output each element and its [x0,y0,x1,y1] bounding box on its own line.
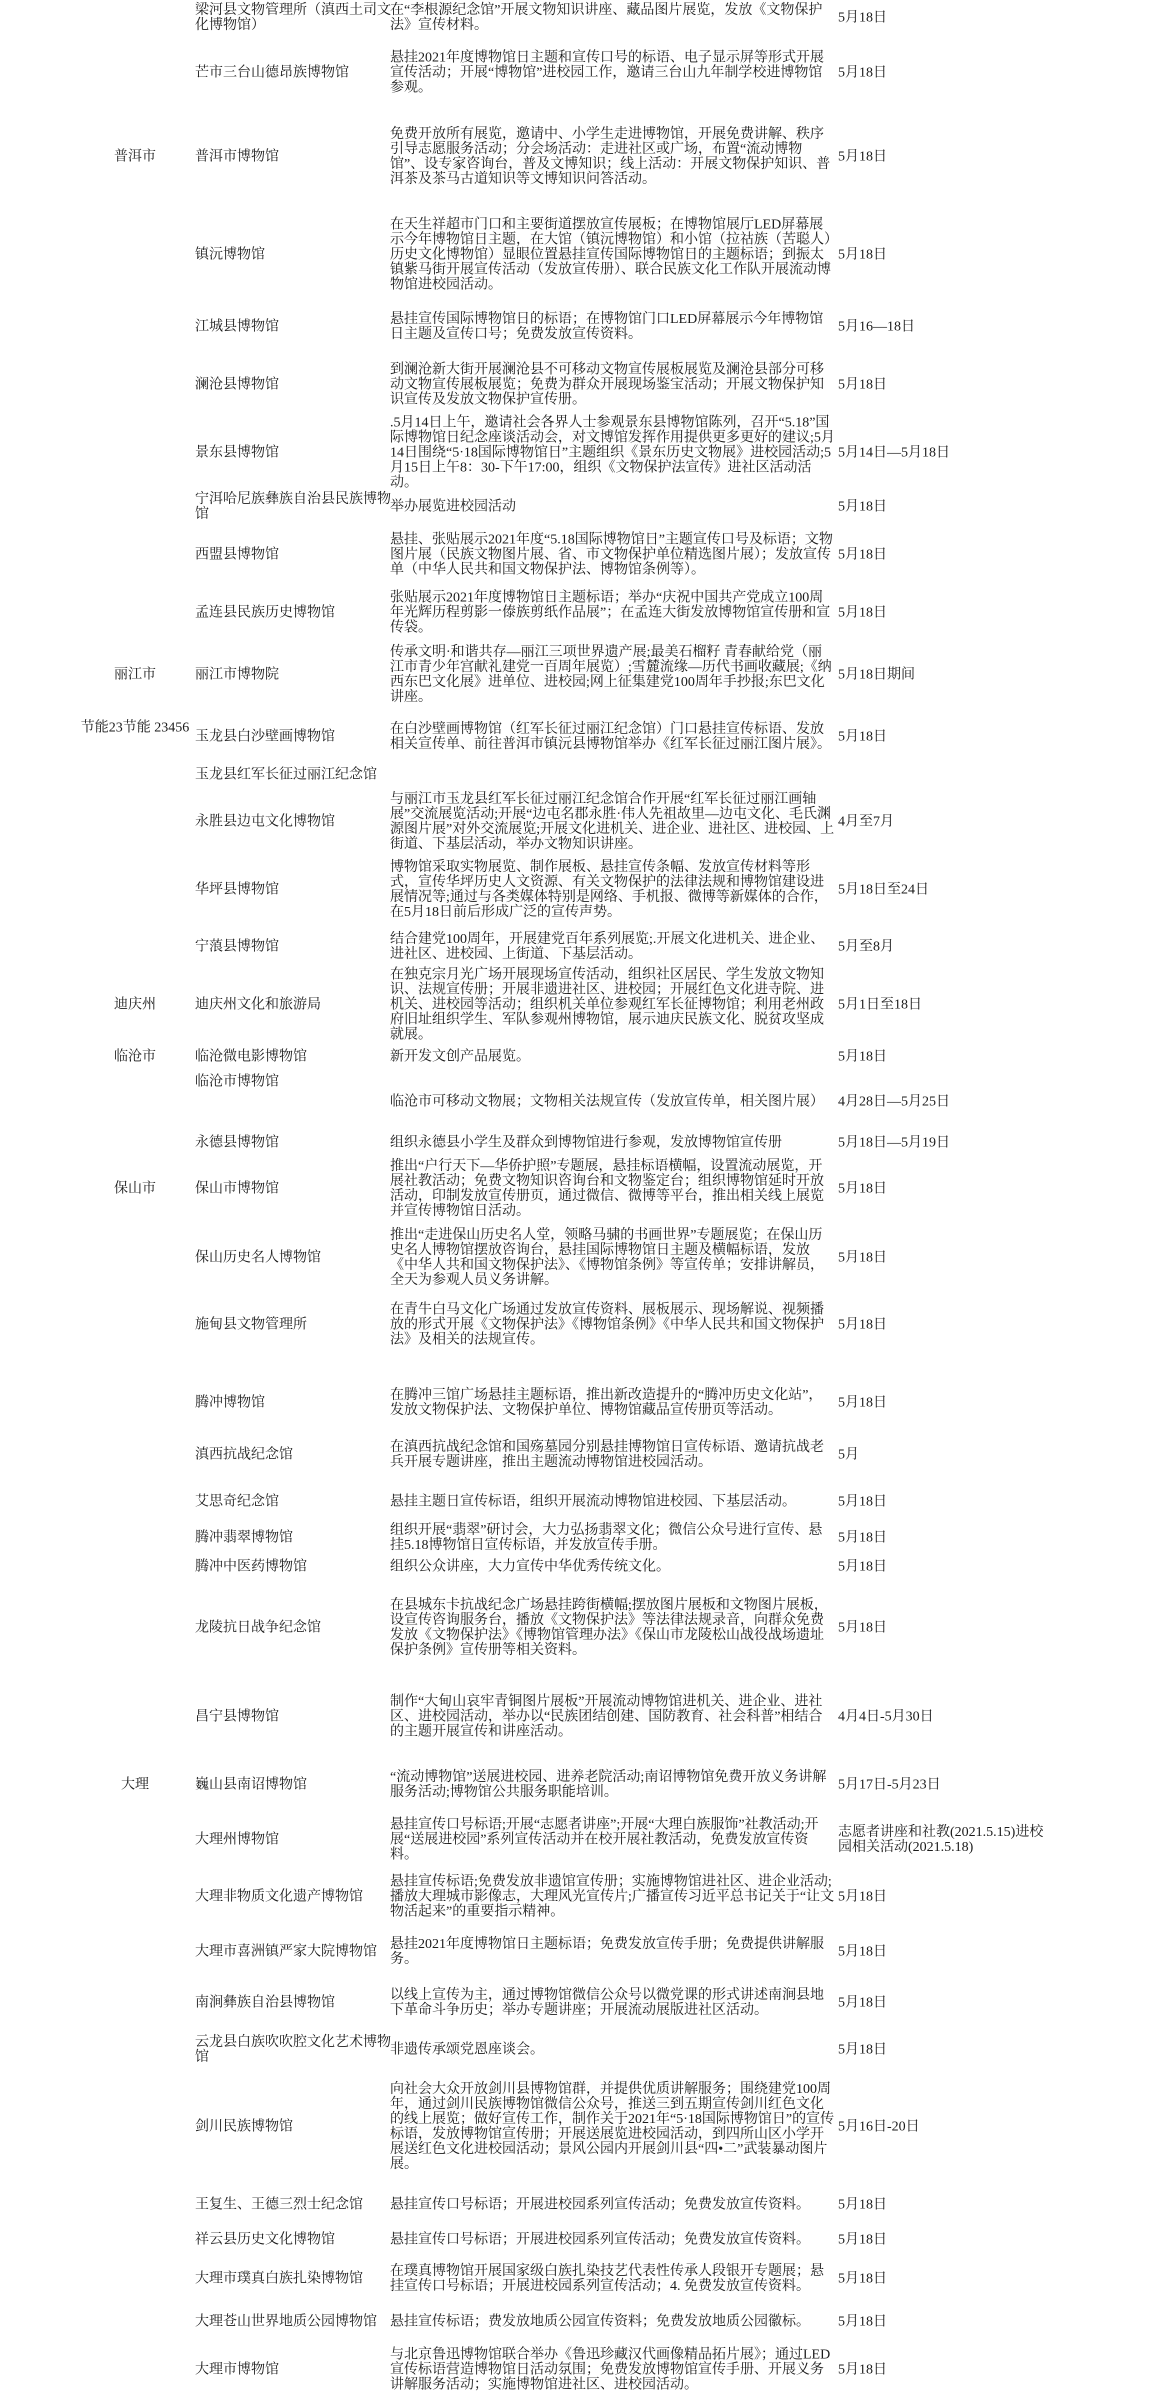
museum-name: 剑川民族博物馆 [195,2119,293,2135]
activity-date: 4月28日—5月25日 [838,1094,950,1110]
museum-name: 昌宁县博物馆 [195,1709,279,1725]
activity-date: 5月18日 [838,1395,887,1411]
activity-description: “流动博物馆”送展进校园、进养老院活动;南诏博物馆免费开放义务讲解服务活动;博物馆公共服务职能培训。 [390,1770,827,1800]
activity-description: 与丽江市玉龙县红军长征过丽江纪念馆合作开展“红军长征过丽江画轴展”交流展览活动;开展“边屯名郡永胜·伟人先祖故里—边屯文化、毛氏渊源图片展”对外交流展览;开展文化进机关、进企业、进社区、进校园、上街道、下基层活动，举办文物知识讲座。 [390,792,835,852]
activity-date: 5月18日 [838,1049,887,1065]
activity-date: 5月18日—5月19日 [838,1135,950,1151]
activity-description: 推出“走进保山历史名人堂，领略马骕的书画世界”专题展览；在保山历史名人博物馆摆放咨询台，悬挂国际博物馆日主题及横幅标语，发放《中华人共和国文物保护法》、《博物馆条例》等宣传单；安排讲解员，全天为参观人员义务讲解。 [390,1228,824,1288]
city-label: 临沧市 [114,1049,156,1065]
activity-date: 5月18日 [838,2314,887,2330]
activity-description: 在璞真博物馆开展国家级白族扎染技艺代表性传承人段银开专题展；悬挂宣传口号标语；开展进校园系列宣传活动；4. 免费发放宣传资料。 [390,2264,824,2294]
museum-name: 大理州博物馆 [195,1832,279,1848]
activity-date: 5月至8月 [838,939,894,955]
museum-name: 大理市喜洲镇严家大院博物馆 [195,1944,377,1960]
activity-date: 5月 [838,1447,859,1463]
activity-date: 5月18日 [838,605,887,621]
activity-date: 5月18日 [838,1181,887,1197]
museum-name: 宁洱哈尼族彝族自治县民族博物馆 [195,492,391,522]
activity-date: 4月4日-5月30日 [838,1709,934,1725]
activity-date: 5月18日 [838,1559,887,1575]
activity-date: 5月18日 [838,377,887,393]
museum-name: 宁蒗县博物馆 [195,939,279,955]
activity-description: 推出“户行天下—华侨护照”专题展，悬挂标语横幅，设置流动展览，开展社教活动；免费文物知识咨询台和文物鉴定台；组织博物馆延时开放活动，印制发放宣传册页，通过微信、微博等平台，推出相关线上展览并宣传博物馆日活动。 [390,1159,824,1219]
activity-description: 悬挂宣传口号标语；开展进校园系列宣传活动；免费发放宣传资料。 [390,2232,810,2248]
activity-date: 5月18日 [838,2362,887,2378]
museum-name: 大理苍山世界地质公园博物馆 [195,2314,377,2330]
museum-name: 滇西抗战纪念馆 [195,1447,293,1463]
museum-name: 西盟县博物馆 [195,547,279,563]
activity-date: 志愿者讲座和社教(2021.5.15)进校园相关活动(2021.5.18) [838,1825,1044,1855]
city-label: 普洱市 [114,149,156,165]
museum-name: 大理市璞真白族扎染博物馆 [195,2271,363,2287]
museum-name: 玉龙县白沙壁画博物馆 [195,729,335,745]
museum-name: 巍山县南诏博物馆 [195,1777,307,1793]
city-label: 保山市 [114,1181,156,1197]
activity-date: 5月18日期间 [838,667,915,683]
museum-name: 澜沧县博物馆 [195,377,279,393]
city-label: 迪庆州 [114,997,156,1013]
museum-name: 永胜县边屯文化博物馆 [195,814,335,830]
museum-name: 镇沅博物馆 [195,247,265,263]
museum-name: 腾冲翡翠博物馆 [195,1530,293,1546]
city-label: 大理 [121,1777,149,1793]
museum-name: 梁河县文物管理所（滇西土司文化博物馆） [195,3,391,33]
activity-date: 5月18日 [838,547,887,563]
museum-name: 普洱市博物馆 [195,149,279,165]
museum-name: 江城县博物馆 [195,319,279,335]
activity-date: 5月18日 [838,1995,887,2011]
city-label: 丽江市 [114,667,156,683]
activity-date: 4月至7月 [838,814,894,830]
activity-description: 悬挂宣传国际博物馆日的标语；在博物馆门口LED屏幕展示今年博物馆日主题及宣传口号；免费发放宣传资料。 [390,312,824,342]
activity-description: 传承文明·和谐共存—丽江三项世界遗产展;最美石榴籽 青春献给党（丽江市青少年宫献礼建党一百周年展览）;雪麓流缘—历代书画收藏展;《纳西东巴文化展》进单位、进校园;网上征集建党100周年手抄报;东巴文化讲座。 [390,645,832,705]
activity-date: 5月18日 [838,65,887,81]
activity-description: 在腾冲三馆广场悬挂主题标语，推出新改造提升的“腾冲历史文化站”，发放文物保护法、文物保护单位、博物馆藏品宣传册页等活动。 [390,1388,823,1418]
museum-name: 华坪县博物馆 [195,882,279,898]
activity-description: 到澜沧新大街开展澜沧县不可移动文物宣传展板展览及澜沧县部分可移动文物宣传展板展览；免费为群众开展现场鉴宝活动；开展文物保护知识宣传及发放文物保护宣传册。 [390,362,824,408]
museum-name: 王复生、王德三烈士纪念馆 [195,2197,363,2213]
museum-name: 云龙县白族吹吹腔文化艺术博物馆 [195,2035,391,2065]
activity-description: 在白沙壁画博物馆（红军长征过丽江纪念馆）门口悬挂宣传标语、发放相关宣传单、前往普洱市镇沅县博物馆举办《红军长征过丽江图片展》。 [390,722,831,752]
activity-description: 悬挂主题日宣传标语，组织开展流动博物馆进校园、下基层活动。 [390,1494,796,1510]
museum-name: 迪庆州文化和旅游局 [195,997,321,1013]
activity-date: 5月1日至18日 [838,997,922,1013]
activity-description: 悬挂、张贴展示2021年度“5.18国际博物馆日”主题宣传口号及标语；文物图片展（民族文物图片展、省、市文物保护单位精选图片展）；发放宣传单（中华人民共和国文物保护法、博物馆条例等）。 [390,532,833,578]
activity-date: 5月18日 [838,1530,887,1546]
museum-name: 南涧彝族自治县博物馆 [195,1995,335,2011]
activity-date: 5月18日 [838,1250,887,1266]
activity-date: 5月18日 [838,149,887,165]
activity-date: 5月18日 [838,2042,887,2058]
activity-date: 5月18日 [838,1317,887,1333]
activity-date: 5月18日 [838,10,887,26]
activity-description: 在“李根源纪念馆”开展文物知识讲座、藏品图片展览，发放《文物保护法》宣传材料。 [390,3,823,33]
activity-description: 在滇西抗战纪念馆和国殇墓园分别悬挂博物馆日宣传标语、邀请抗战老兵开展专题讲座，推出主题流动博物馆进校园活动。 [390,1440,824,1470]
activity-date: 5月18日 [838,1944,887,1960]
activity-date: 5月17日-5月23日 [838,1777,941,1793]
museum-name: 腾冲博物馆 [195,1395,265,1411]
activity-description: 组织公众讲座，大力宣传中华优秀传统文化。 [390,1559,670,1575]
activity-description: 在天生祥超市门口和主要街道摆放宣传展板；在博物馆展厅LED屏幕展示今年博物馆日主题，在大馆（镇沅博物馆）和小馆（拉祜族（苦聪人）历史文化博物馆）显眼位置悬挂宣传国际博物馆日的主题标语；到振太镇紫马街开展宣传活动（发放宣传册）、联合民族文化工作队开展流动博物馆进校园活动。 [390,217,831,293]
activity-date: 5月18日 [838,247,887,263]
museum-name: 玉龙县红军长征过丽江纪念馆 [195,767,377,783]
activity-date: 5月18日 [838,1889,887,1905]
museum-name: 祥云县历史文化博物馆 [195,2232,335,2248]
museum-name: 临沧微电影博物馆 [195,1049,307,1065]
activity-description: 以线上宣传为主，通过博物馆微信公众号以微党课的形式讲述南涧县地下革命斗争历史；举办专题讲座；开展流动展版进社区活动。 [390,1988,824,2018]
activity-date: 5月18日 [838,499,887,515]
activity-description: 悬挂2021年度博物馆日主题标语；免费发放宣传手册；免费提供讲解服务。 [390,1937,824,1967]
activity-date: 5月16—18日 [838,319,915,335]
activity-description: 博物馆采取实物展览、制作展板、悬挂宣传条幅、发放宣传材料等形式，宣传华坪历史人文资源、有关文物保护的法律法规和博物馆建设进展情况等;通过与各类媒体特别是网络、手机报、微博等新媒体的合作，在5月18日前后形成广泛的宣传声势。 [390,860,828,920]
museum-name: 龙陵抗日战争纪念馆 [195,1620,321,1636]
activity-date: 5月18日 [838,1494,887,1510]
activity-date: 5月16日-20日 [838,2119,920,2135]
activity-date: 5月18日 [838,729,887,745]
activity-description: 组织开展“翡翠”研讨会，大力弘扬翡翠文化；微信公众号进行宣传、悬挂5.18博物馆日宣传标语，并发放宣传手册。 [390,1523,823,1553]
activity-description: 在县城东卡抗战纪念广场悬挂跨街横幅;摆放图片展板和文物图片展板，设宣传咨询服务台，播放《文物保护法》等法律法规录音，向群众免费发放《文物保护法》《博物馆管理办法》《保山市龙陵松山战役战场遗址保护条例》宣传册等相关资料。 [390,1598,828,1658]
city-label: 节能23节能 23456 [80,720,190,736]
activity-description: 免费开放所有展览，邀请中、小学生走进博物馆，开展免费讲解、秩序引导志愿服务活动；分会场活动：走进社区或广场，布置“流动博物馆”、设专家咨询台，普及文博知识；线上活动：开展文物保护知识、普洱茶及茶马古道知识等文博知识问答活动。 [390,127,831,187]
activity-description: 悬挂宣传标语;免费发放非遗馆宣传册；实施博物馆进社区、进企业活动;播放大理城市影像志，大理风光宣传片;广播宣传习近平总书记关于“让文物活起来”的重要指示精神。 [390,1874,835,1920]
museum-name: 孟连县民族历史博物馆 [195,605,335,621]
activity-description: 悬挂宣传标语；费发放地质公园宣传资料；免费发放地质公园徽标。 [390,2314,810,2330]
activity-description: 悬挂2021年度博物馆日主题和宣传口号的标语、电子显示屏等形式开展宣传活动；开展“博物馆”进校园工作，邀请三台山九年制学校进博物馆参观。 [390,50,824,96]
museum-name: 施甸县文物管理所 [195,1317,307,1333]
museum-name: 腾冲中医药博物馆 [195,1559,307,1575]
activity-description: 制作“大甸山哀牢青铜图片展板”开展流动博物馆进机关、进企业、进社区、进校园活动，举办以“民族团结创建、国防教育、社会科普”相结合的主题开展宣传和讲座活动。 [390,1694,823,1740]
activity-description: .5月14日上午，邀请社会各界人士参观景东县博物馆陈列，召开“5.18”国际博物馆日纪念座谈活动会，对文博馆发挥作用提供更多更好的建议;5月14日围绕“5·18国际博物馆日”主题组织《景东历史文物展》进校园活动;5月15日上午8：30-下午17:00，组织《文物保护法宣传》进社区活动活动。 [390,415,835,491]
museum-name: 芒市三台山德昂族博物馆 [195,65,349,81]
activity-description: 结合建党100周年，开展建党百年系列展览;.开展文化进机关、进企业、进社区、进校园、上街道、下基层活动。 [390,932,825,962]
activity-date: 5月18日 [838,2197,887,2213]
activity-description: 非遗传承颂党恩座谈会。 [390,2042,544,2058]
museum-name: 丽江市博物院 [195,667,279,683]
activity-date: 5月18日 [838,1620,887,1636]
activity-description: 在独克宗月光广场开展现场宣传活动，组织社区居民、学生发放文物知识、法规宣传册；开展非遗进社区、进校园；开展红色文化进寺院、进机关、进校园等活动；组织机关单位参观红军长征博物馆；利用老州政府旧址组织学生、军队参观州博物馆，展示迪庆民族文化、脱贫攻坚成就展。 [390,967,824,1043]
museum-name: 永德县博物馆 [195,1135,279,1151]
activity-description: 在青牛白马文化广场通过发放宣传资料、展板展示、现场解说、视频播放的形式开展《文物保护法》《博物馆条例》《中华人民共和国文物保护法》及相关的法规宣传。 [390,1302,824,1348]
activity-description: 组织永德县小学生及群众到博物馆进行参观，发放博物馆宣传册 [390,1135,782,1151]
activity-description: 悬挂宣传口号标语；开展进校园系列宣传活动；免费发放宣传资料。 [390,2197,810,2213]
activity-description: 悬挂宣传口号标语;开展“志愿者讲座”;开展“大理白族服饰”社教活动;开展“送展进校园”系列宣传活动并在校开展社教活动，免费发放宣传资料。 [390,1817,819,1863]
museum-name: 保山市博物馆 [195,1181,279,1197]
museum-name: 景东县博物馆 [195,445,279,461]
activity-date: 5月18日至24日 [838,882,929,898]
activity-date: 5月18日 [838,2271,887,2287]
museum-name: 临沧市博物馆 [195,1074,279,1090]
museum-name: 艾思奇纪念馆 [195,1494,279,1510]
activity-description: 与北京鲁迅博物馆联合举办《鲁迅珍藏汉代画像精品拓片展》；通过LED宣传标语营造博物馆日活动氛围；免费发放博物馆宣传手册、开展义务讲解服务活动；实施博物馆进社区、进校园活动。 [390,2347,831,2393]
museum-name: 大理非物质文化遗产博物馆 [195,1889,363,1905]
museum-name: 大理市博物馆 [195,2362,279,2378]
activity-description: 举办展览进校园活动 [390,499,516,515]
activity-date: 5月14日—5月18日 [838,445,950,461]
museum-name: 保山历史名人博物馆 [195,1250,321,1266]
activity-description: 新开发文创产品展览。 [390,1049,530,1065]
activity-description: 临沧市可移动文物展；文物相关法规宣传（发放宣传单，相关图片展） [390,1094,824,1110]
activity-date: 5月18日 [838,2232,887,2248]
activity-description: 向社会大众开放剑川县博物馆群，并提供优质讲解服务；围绕建党100周年，通过剑川民族博物馆微信公众号，推送三到五期宣传剑川红色文化的线上展览；做好宣传工作，制作关于2021年“5·18国际博物馆日”的宣传标语，发放博物馆宣传册；开展送展览进校园活动，到四所山区小学开展送红色文化进校园活动；景风公园内开展剑川县“四•二”武装暴动图片展。 [390,2082,835,2172]
activity-description: 张贴展示2021年度博物馆日主题标语；举办“庆祝中国共产党成立100周年光辉历程剪影一傣族剪纸作品展”；在孟连大街发放博物馆宣传册和宣传袋。 [390,590,831,636]
